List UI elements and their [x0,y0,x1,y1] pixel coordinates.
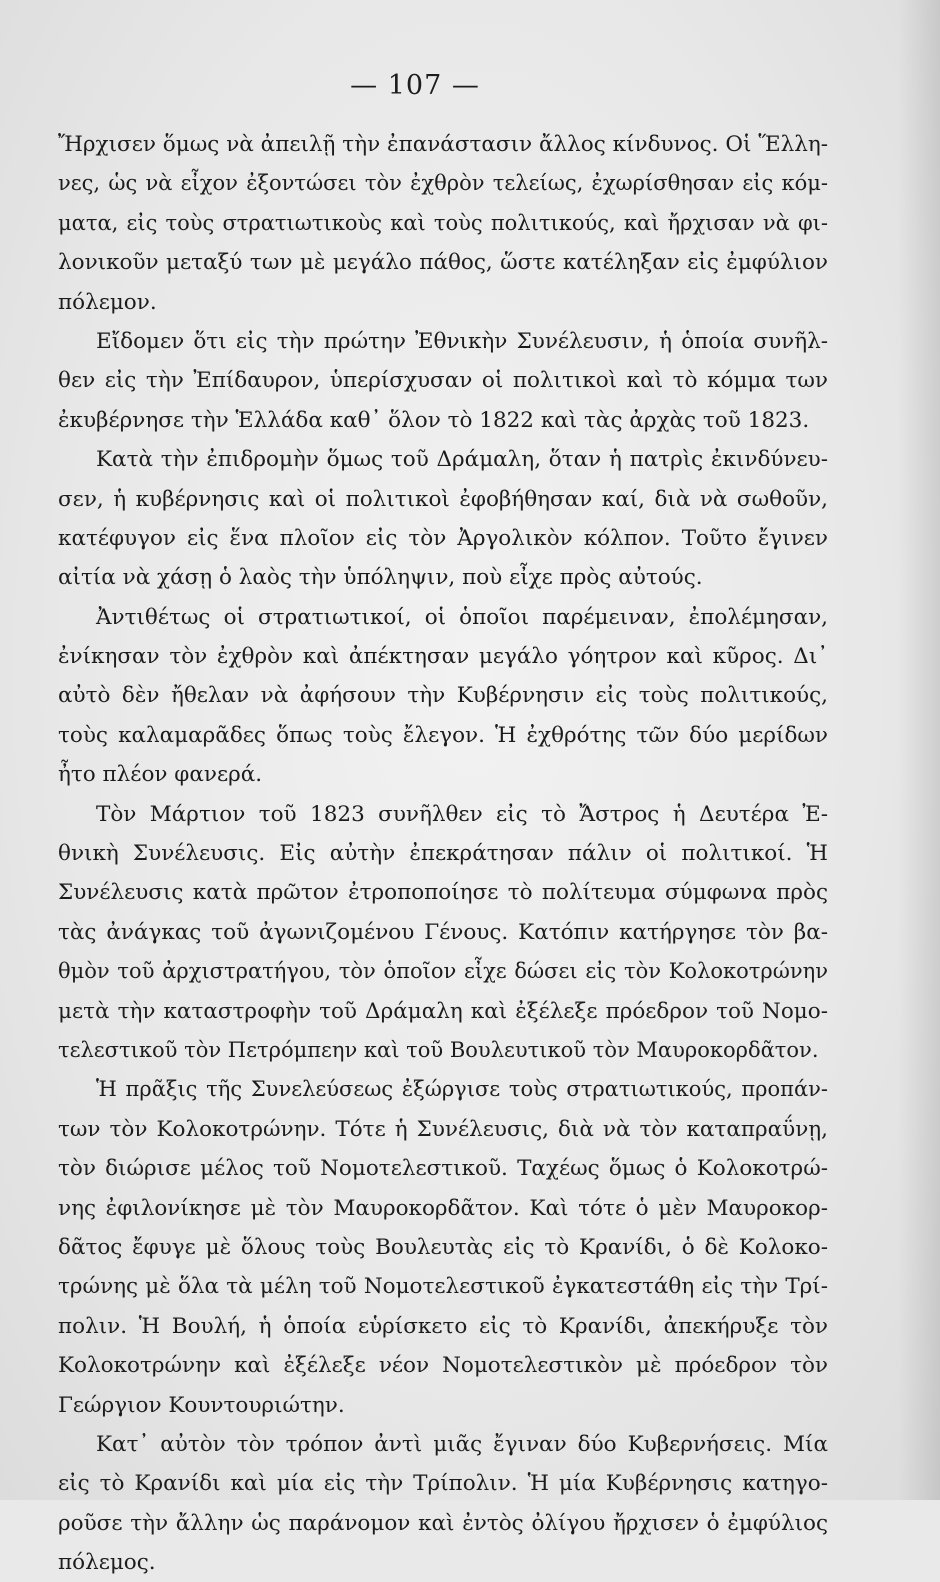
text-line: ροῦσε τὴν ἄλλην ὡς παράνομον καὶ ἐντὸς ὀλίγου ἤρχισεν ὁ ἐμφύλιος [58,1510,828,1536]
text-line: κατέφυγον εἰς ἕνα πλοῖον εἰς τὸν Ἀργολικὸν κόλπον. Τοῦτο ἔγινεν [58,525,828,551]
text-line: ματα, εἰς τοὺς στρατιωτικοὺς καὶ τοὺς πολιτικούς, καὶ ἤρχισαν νὰ φι- [58,210,828,235]
text-line: αὐτὸ δὲν ἤθελαν νὰ ἀφήσουν τὴν Κυβέρνησιν εἰς τοὺς πολιτικούς, [58,683,828,709]
page-number: — 107 — [350,70,480,101]
text-line: ἐνίκησαν τὸν ἐχθρὸν καὶ ἀπέκτησαν μεγάλο γόητρον καὶ κῦρος. Δι᾽ [58,644,828,670]
text-line: τὰς ἀνάγκας τοῦ ἀγωνιζομένου Γένους. Κατόπιν κατήργησε τὸν βα- [58,919,828,945]
text-line: Συνέλευσις κατὰ πρῶτον ἐτροποποίησε τὸ πολίτευμα σύμφωνα πρὸς [58,880,828,906]
text-line: πολιν. Ἡ Βουλή, ἡ ὁποία εὑρίσκετο εἰς τὸ Κρανίδι, ἀπεκήρυξε τὸν [58,1313,828,1339]
text-line: Ἡ πρᾶξις τῆς Συνελεύσεως ἐξώργισε τοὺς στρατιωτικούς, προπάν- [96,1077,828,1102]
text-line: Κατ᾽ αὐτὸν τὸν τρόπον ἀντὶ μιᾶς ἔγιναν δύο Κυβερνήσεις. Μία [96,1431,828,1457]
gutter-shadow [898,0,940,1500]
text-line: αἰτία νὰ χάσῃ ὁ λαὸς τὴν ὑπόληψιν, ποὺ εἶχε πρὸς αὐτούς. [58,565,703,591]
text-line: Τὸν Μάρτιον τοῦ 1823 συνῆλθεν εἰς τὸ Ἄστρος ἡ Δευτέρα Ἐ- [96,801,828,827]
text-line: θνικὴ Συνέλευσις. Εἰς αὐτὴν ἐπεκράτησαν πάλιν οἱ πολιτικοί. Ἡ [58,841,828,867]
text-line: των τὸν Κολοκοτρώνην. Τότε ἡ Συνέλευσις, διὰ νὰ τὸν καταπραΰνῃ, [58,1116,828,1142]
text-line: ἐκυβέρνησε τὴν Ἑλλάδα καθ᾽ ὅλον τὸ 1822 καὶ τὰς ἀρχὰς τοῦ 1823. [58,407,810,433]
text-line: τὸν διώρισε μέλος τοῦ Νομοτελεστικοῦ. Ταχέως ὅμως ὁ Κολοκοτρώ- [58,1156,828,1182]
text-line: δᾶτος ἔφυγε μὲ ὅλους τοὺς Βουλευτὰς εἰς τὸ Κρανίδι, ὁ δὲ Κολοκο- [58,1234,828,1260]
text-line: τοὺς καλαμαρᾶδες ὅπως τοὺς ἔλεγον. Ἡ ἐχθρότης τῶν δύο μερίδων [58,722,828,748]
text-line: σεν, ἡ κυβέρνησις καὶ οἱ πολιτικοὶ ἐφοβήθησαν καί, διὰ νὰ σωθοῦν, [58,486,828,512]
text-line: ἦτο πλέον φανερά. [58,762,263,788]
text-line: λονικοῦν μεταξύ των μὲ μεγάλο πάθος, ὥστε κατέληξαν εἰς ἐμφύλιον [58,250,828,276]
body-text [58,125,828,1582]
text-line: νης ἐφιλονίκησε μὲ τὸν Μαυροκορδᾶτον. Καὶ τότε ὁ μὲν Μαυροκορ- [58,1195,828,1221]
text-line: νες, ὡς νὰ εἶχον ἐξοντώσει τὸν ἐχθρὸν τελείως, ἐχωρίσθησαν εἰς κόμ- [58,171,828,196]
text-line: εἰς τὸ Κρανίδι καὶ μία εἰς τὴν Τρίπολιν. Ἡ μία Κυβέρνησις κατηγο- [58,1471,828,1497]
text-line: Ἀντιθέτως οἱ στρατιωτικοί, οἱ ὁποῖοι παρέμειναν, ἐπολέμησαν, [96,604,828,630]
text-line: τρώνης μὲ ὅλα τὰ μέλη τοῦ Νομοτελεστικοῦ ἐγκατεστάθη εἰς τὴν Τρί- [58,1274,828,1300]
text-line: Κατὰ τὴν ἐπιδρομὴν ὅμως τοῦ Δράμαλη, ὅταν ἡ πατρὶς ἐκινδύνευ- [96,447,828,473]
text-line: Ἤρχισεν ὅμως νὰ ἀπειλῇ τὴν ἐπανάστασιν ἄλλος κίνδυνος. Οἱ Ἕλλη- [58,132,828,157]
text-line: μετὰ τὴν καταστροφὴν τοῦ Δράμαλη καὶ ἐξέλεξε πρόεδρον τοῦ Νομο- [58,998,828,1024]
text-line: πόλεμον. [58,289,157,315]
text-line: Γεώργιον Κουντουριώτην. [58,1392,345,1418]
text-line: θμὸν τοῦ ἀρχιστρατήγου, τὸν ὁποῖον εἶχε δώσει εἰς τὸν Κολοκοτρώνην [58,959,828,984]
text-line: τελεστικοῦ τὸν Πετρόμπεην καὶ τοῦ Βουλευτικοῦ τὸν Μαυροκορδᾶτον. [58,1037,819,1062]
text-line: πόλεμος. [58,1550,156,1576]
text-line: Εἴδομεν ὅτι εἰς τὴν πρώτην Ἐθνικὴν Συνέλευσιν, ἡ ὁποία συνῆλ- [96,328,828,354]
text-line: Κολοκοτρώνην καὶ ἐξέλεξε νέον Νομοτελεστικὸν μὲ πρόεδρον τὸν [58,1353,828,1379]
text-line: θεν εἰς τὴν Ἐπίδαυρον, ὑπερίσχυσαν οἱ πολιτικοὶ καὶ τὸ κόμμα των [58,368,828,394]
